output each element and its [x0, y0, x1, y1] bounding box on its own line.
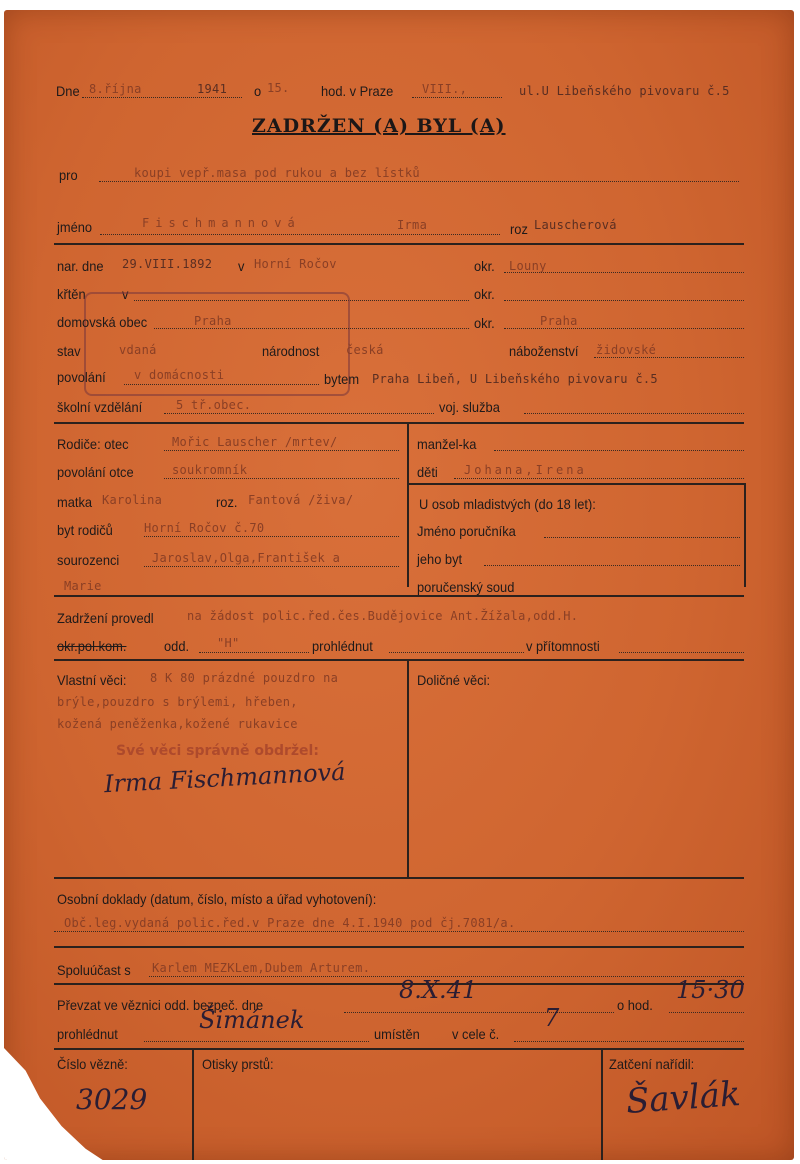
transfer-hour-dotline — [669, 1012, 744, 1013]
birth-district-label: okr. — [474, 258, 495, 274]
home-label: domovská obec — [57, 314, 148, 330]
home-district-dotline — [504, 328, 744, 329]
cell-dotline — [514, 1041, 744, 1042]
transfer-date-dotline — [344, 1012, 614, 1013]
transfer-date: 8.X.41 — [399, 976, 478, 1004]
father-job-label: povolání otce — [57, 464, 134, 480]
maiden-value: Lauscherová — [534, 218, 617, 232]
religion-dotline — [594, 357, 744, 358]
surname-value: Fischmannová — [142, 216, 301, 230]
education-value: 5 tř.obec. — [176, 398, 252, 412]
documents-value: Obč.leg.vydaná polic.řed.v Praze dne 4.I.1940 pod čj.7081/a. — [64, 916, 516, 930]
birth-place-value: Horní Ročov — [254, 257, 337, 271]
arrest-inspected-label: prohlédnut — [312, 638, 373, 654]
date-dotline — [82, 97, 242, 98]
children-dotline — [454, 478, 744, 479]
belongings-label: Vlastní věci: — [57, 672, 127, 688]
siblings-dotline — [144, 566, 399, 567]
fingerprints-label: Otisky prstů: — [202, 1056, 274, 1072]
status-value: vdaná — [119, 343, 157, 357]
religion-label: náboženství — [509, 343, 579, 359]
bottom-divider-2 — [601, 1048, 603, 1160]
cell-label: v cele č. — [452, 1026, 500, 1042]
personal-section-rule — [54, 422, 744, 424]
prisoner-no-label: Číslo vězně: — [57, 1056, 128, 1072]
parents-residence-dotline — [144, 536, 399, 537]
nationality-value: česká — [346, 343, 384, 357]
transfer-inspected-label: prohlédnut — [57, 1026, 118, 1042]
transfer-label: Převzat ve věznici odd. bezpeč. dne — [57, 997, 264, 1013]
transfer-inspected-signature: Šimánek — [199, 1006, 305, 1034]
ordered-signature: Šavlák — [624, 1074, 742, 1122]
name-label: jméno — [57, 219, 93, 235]
documents-dotline — [54, 931, 744, 932]
siblings-label: sourozenci — [57, 552, 120, 568]
maiden-label: roz — [510, 221, 528, 237]
religion-value: židovské — [596, 343, 657, 357]
police-arrest-record — [4, 10, 794, 1160]
belongings-value-1: 8 K 80 prázdné pouzdro na — [150, 671, 339, 685]
guardian-residence-label: jeho byt — [417, 551, 463, 567]
evidence-label: Doličné věci: — [417, 672, 491, 688]
belongings-divider — [407, 659, 409, 877]
spouse-label: manžel-ka — [417, 436, 477, 452]
hour-value: 15. — [267, 81, 290, 95]
parents-residence-label: byt rodičů — [57, 522, 113, 538]
birth-date-value: 29.VIII.1892 — [122, 257, 213, 271]
education-label: školní vzdělání — [57, 399, 143, 415]
bottom-divider-1 — [192, 1048, 194, 1160]
occupation-dotline — [124, 384, 319, 385]
dept-label: odd. — [164, 638, 190, 654]
children-label: děti — [417, 464, 438, 480]
birth-label: nar. dne — [57, 258, 104, 274]
nationality-label: národnost — [262, 343, 320, 359]
birth-dotline — [504, 272, 744, 273]
date-value: 8.října — [89, 82, 142, 96]
father-job-value: soukromník — [172, 463, 248, 477]
belongings-section-rule — [54, 877, 744, 879]
transfer-hour-label: o hod. — [617, 997, 653, 1013]
mother-value: Karolina — [102, 493, 163, 507]
transfer-inspected-dotline — [144, 1041, 369, 1042]
guardian-label: Jméno poručníka — [417, 523, 516, 539]
guardian-dotline — [544, 537, 740, 538]
father-value: Mořic Lauscher /mrtev/ — [172, 435, 338, 449]
belongings-value-3: kožená peněženka,kožené rukavice — [57, 717, 298, 731]
cell-value: 7 — [544, 1004, 560, 1032]
parents-residence-value: Horní Ročov č.70 — [144, 521, 265, 535]
home-district-value: Praha — [540, 314, 578, 328]
birth-place-label: v — [238, 258, 245, 274]
arrest-inspected-dotline — [389, 652, 524, 653]
hour-label: hod. v Praze — [321, 83, 394, 99]
ordered-label: Zatčení nařídil: — [609, 1056, 695, 1072]
year-value: 1941 — [197, 82, 228, 96]
home-district-label: okr. — [474, 315, 495, 331]
occupation-value: v domácnosti — [134, 368, 225, 382]
documents-label: Osobní doklady (datum, číslo, místo a úřad vyhotovení): — [57, 891, 377, 907]
minors-title: U osob mladistvých (do 18 let): — [419, 496, 596, 512]
reason-value: koupi vepř.masa pod rukou a bez lístků — [134, 166, 420, 180]
residence-label: bytem — [324, 371, 360, 387]
transfer-section-rule — [54, 1048, 744, 1050]
spouse-dotline — [494, 450, 744, 451]
accomplice-value: Karlem MEZKLem,Dubem Arturem. — [152, 961, 371, 975]
birth-district-value: Louny — [509, 259, 547, 273]
documents-section-rule — [54, 946, 744, 948]
receipt-stamp: Své věci správně obdržel: — [116, 743, 319, 759]
arrest-label: Zadržení provedl — [57, 610, 154, 626]
belongings-value-2: brýle,pouzdro s brýlemi, hřeben, — [57, 695, 298, 709]
reason-dotline — [99, 181, 739, 182]
baptized-district-dotline — [504, 300, 744, 301]
court-label: poručenský soud — [417, 579, 515, 595]
father-job-dotline — [164, 478, 399, 479]
dept-dotline — [199, 652, 309, 653]
father-label: Rodiče: otec — [57, 436, 129, 452]
presence-label: v přítomnosti — [526, 638, 600, 654]
residence-value: Praha Libeň, U Libeňského pivovaru č.5 — [372, 372, 658, 386]
accomplice-label: Spoluúčast s — [57, 962, 131, 978]
reason-label: pro — [59, 167, 78, 183]
dept-prefix: okr.pol.kom. — [57, 638, 127, 654]
first-name-value: Irma — [397, 218, 428, 232]
mother-maiden-value: Fantová /živa/ — [248, 493, 354, 507]
military-label: voj. služba — [439, 399, 500, 415]
siblings-value-2: Marie — [64, 579, 102, 593]
education-dotline — [164, 413, 434, 414]
prisoner-signature: Irma Fischmannová — [103, 757, 347, 799]
military-dotline — [524, 413, 744, 414]
form-title: ZADRŽEN (A) BYL (A) — [252, 115, 506, 137]
street-value: ul.U Libeňského pivovaru č.5 — [519, 84, 730, 98]
presence-dotline — [619, 652, 744, 653]
baptized-place-label: v — [122, 286, 129, 302]
baptized-label: křtěn — [57, 286, 86, 302]
home-dotline — [154, 328, 469, 329]
father-dotline — [164, 450, 399, 451]
district-value: VIII., — [422, 82, 468, 96]
parents-section-rule — [54, 595, 744, 597]
baptized-district-label: okr. — [474, 286, 495, 302]
transfer-hour: 15·30 — [676, 976, 745, 1004]
mother-label: matka — [57, 494, 93, 510]
district-dotline — [412, 97, 502, 98]
children-value: Johana,Irena — [464, 463, 587, 477]
siblings-value: Jaroslav,Olga,František a — [152, 551, 341, 565]
home-value: Praha — [194, 314, 232, 328]
placed-label: umístěn — [374, 1026, 420, 1042]
name-dotline — [100, 234, 500, 235]
date-label: Dne — [56, 83, 80, 99]
status-label: stav — [57, 343, 81, 359]
hour-prefix: o — [254, 83, 262, 99]
dept-value: "H" — [217, 636, 240, 650]
arrest-section-rule — [54, 659, 744, 661]
mother-maiden-label: roz. — [216, 494, 238, 510]
name-rule — [54, 243, 744, 245]
prisoner-no-value: 3029 — [76, 1083, 148, 1116]
occupation-label: povolání — [57, 369, 106, 385]
guardian-residence-dotline — [484, 565, 740, 566]
arrest-value: na žádost polic.řed.čes.Budějovice Ant.Žížala,odd.H. — [187, 609, 579, 623]
